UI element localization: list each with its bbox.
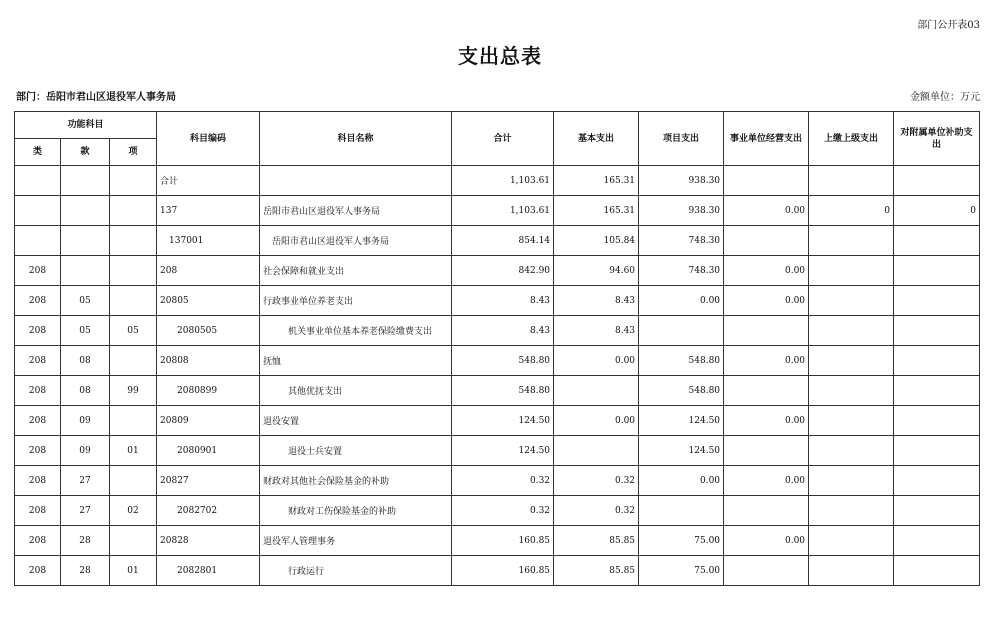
- cell-subsidy: [894, 556, 980, 586]
- cell-project: 748.30: [639, 226, 724, 256]
- cell-project: 548.80: [639, 376, 724, 406]
- cell-business: [724, 436, 809, 466]
- table-row: [15, 286, 980, 316]
- cell-xiang: [110, 346, 157, 376]
- cell-project: [639, 316, 724, 346]
- cell-code: 2080901: [157, 436, 260, 466]
- cell-name: 退役军人管理事务: [260, 526, 452, 556]
- header-total: 合计: [452, 112, 554, 166]
- table-row: [15, 346, 980, 376]
- table-row: [15, 196, 980, 226]
- cell-subsidy: [894, 466, 980, 496]
- cell-business: 0.00: [724, 286, 809, 316]
- cell-xiang: [110, 406, 157, 436]
- cell-total: 8.43: [452, 316, 554, 346]
- cell-subsidy: [894, 526, 980, 556]
- cell-xiang: 01: [110, 556, 157, 586]
- cell-code: 20828: [157, 526, 260, 556]
- cell-total: 0.32: [452, 466, 554, 496]
- cell-subsidy: [894, 496, 980, 526]
- cell-kuan: 05: [61, 286, 110, 316]
- cell-xiang: [110, 226, 157, 256]
- table-row: [15, 166, 980, 196]
- cell-upper: 0: [809, 196, 894, 226]
- cell-lei: 208: [15, 376, 61, 406]
- cell-basic: 0.00: [554, 346, 639, 376]
- cell-upper: [809, 376, 894, 406]
- cell-business: 0.00: [724, 526, 809, 556]
- cell-kuan: [61, 256, 110, 286]
- cell-name: 其他优抚支出: [260, 376, 452, 406]
- form-number: 部门公开表03: [917, 20, 980, 31]
- cell-lei: 208: [15, 556, 61, 586]
- cell-name: 岳阳市君山区退役军人事务局: [260, 196, 452, 226]
- header-xiang: 项: [110, 139, 157, 166]
- table-row: [15, 316, 980, 346]
- cell-lei: 208: [15, 256, 61, 286]
- cell-name: 财政对工伤保险基金的补助: [260, 496, 452, 526]
- cell-code: 137: [157, 196, 260, 226]
- cell-project: [639, 496, 724, 526]
- cell-lei: 208: [15, 406, 61, 436]
- cell-lei: 208: [15, 496, 61, 526]
- cell-subsidy: [894, 406, 980, 436]
- header-basic: 基本支出: [554, 112, 639, 166]
- table-row: [15, 436, 980, 466]
- cell-xiang: [110, 466, 157, 496]
- cell-basic: 105.84: [554, 226, 639, 256]
- cell-subsidy: 0: [894, 196, 980, 226]
- cell-subsidy: [894, 316, 980, 346]
- cell-code: 20827: [157, 466, 260, 496]
- cell-upper: [809, 226, 894, 256]
- cell-xiang: [110, 196, 157, 226]
- cell-total: 160.85: [452, 556, 554, 586]
- cell-project: 548.80: [639, 346, 724, 376]
- cell-upper: [809, 256, 894, 286]
- cell-basic: 0.32: [554, 496, 639, 526]
- cell-upper: [809, 346, 894, 376]
- cell-xiang: [110, 526, 157, 556]
- cell-business: 0.00: [724, 346, 809, 376]
- cell-basic: 165.31: [554, 166, 639, 196]
- table-row: [15, 226, 980, 256]
- cell-name: 退役安置: [260, 406, 452, 436]
- header-name: 科目名称: [260, 112, 452, 166]
- header-business: 事业单位经营支出: [724, 112, 809, 166]
- page-title: 支出总表: [458, 44, 542, 68]
- cell-total: 548.80: [452, 376, 554, 406]
- cell-basic: 85.85: [554, 556, 639, 586]
- cell-upper: [809, 166, 894, 196]
- cell-basic: 8.43: [554, 316, 639, 346]
- cell-upper: [809, 526, 894, 556]
- cell-xiang: 05: [110, 316, 157, 346]
- cell-name: [260, 166, 452, 196]
- cell-total: 160.85: [452, 526, 554, 556]
- cell-lei: [15, 166, 61, 196]
- cell-name: 行政事业单位养老支出: [260, 286, 452, 316]
- cell-kuan: 09: [61, 406, 110, 436]
- cell-name: 财政对其他社会保险基金的补助: [260, 466, 452, 496]
- cell-lei: 208: [15, 526, 61, 556]
- cell-upper: [809, 436, 894, 466]
- table-row: [15, 466, 980, 496]
- cell-basic: 165.31: [554, 196, 639, 226]
- cell-lei: 208: [15, 346, 61, 376]
- cell-code: 2082801: [157, 556, 260, 586]
- cell-total: 0.32: [452, 496, 554, 526]
- cell-name: 机关事业单位基本养老保险缴费支出: [260, 316, 452, 346]
- cell-name: 退役士兵安置: [260, 436, 452, 466]
- cell-project: 124.50: [639, 406, 724, 436]
- cell-kuan: [61, 226, 110, 256]
- cell-business: 0.00: [724, 256, 809, 286]
- cell-business: [724, 316, 809, 346]
- cell-business: 0.00: [724, 466, 809, 496]
- header-func-subject: 功能科目: [15, 112, 157, 139]
- cell-total: 854.14: [452, 226, 554, 256]
- table-row: [15, 496, 980, 526]
- table-row: [15, 406, 980, 436]
- cell-kuan: 28: [61, 556, 110, 586]
- cell-kuan: 08: [61, 346, 110, 376]
- cell-basic: 0.32: [554, 466, 639, 496]
- amount-unit-label: 金额单位：万元: [910, 92, 980, 103]
- cell-name: 社会保障和就业支出: [260, 256, 452, 286]
- cell-total: 548.80: [452, 346, 554, 376]
- cell-xiang: [110, 166, 157, 196]
- cell-subsidy: [894, 376, 980, 406]
- header-lei: 类: [15, 139, 61, 166]
- cell-project: 75.00: [639, 526, 724, 556]
- cell-subsidy: [894, 346, 980, 376]
- cell-kuan: 09: [61, 436, 110, 466]
- cell-code: 208: [157, 256, 260, 286]
- header-upper: 上缴上级支出: [809, 112, 894, 166]
- cell-subsidy: [894, 226, 980, 256]
- header-code: 科目编码: [157, 112, 260, 166]
- cell-code: 137001: [157, 226, 260, 256]
- cell-lei: 208: [15, 466, 61, 496]
- table-row: [15, 526, 980, 556]
- cell-code: 20809: [157, 406, 260, 436]
- cell-business: [724, 556, 809, 586]
- expenditure-summary-table: [14, 111, 980, 586]
- cell-business: [724, 226, 809, 256]
- cell-business: 0.00: [724, 406, 809, 436]
- cell-kuan: 05: [61, 316, 110, 346]
- cell-project: 124.50: [639, 436, 724, 466]
- cell-business: [724, 496, 809, 526]
- cell-xiang: 02: [110, 496, 157, 526]
- cell-lei: 208: [15, 286, 61, 316]
- cell-upper: [809, 496, 894, 526]
- cell-basic: 85.85: [554, 526, 639, 556]
- cell-upper: [809, 466, 894, 496]
- cell-xiang: 99: [110, 376, 157, 406]
- cell-kuan: [61, 196, 110, 226]
- cell-kuan: 27: [61, 496, 110, 526]
- cell-code: 20808: [157, 346, 260, 376]
- cell-kuan: 28: [61, 526, 110, 556]
- cell-total: 8.43: [452, 286, 554, 316]
- cell-basic: 94.60: [554, 256, 639, 286]
- cell-xiang: [110, 256, 157, 286]
- cell-basic: 0.00: [554, 406, 639, 436]
- cell-upper: [809, 286, 894, 316]
- cell-subsidy: [894, 286, 980, 316]
- cell-project: 75.00: [639, 556, 724, 586]
- table-row: [15, 376, 980, 406]
- cell-lei: 208: [15, 436, 61, 466]
- cell-project: 938.30: [639, 196, 724, 226]
- header-project: 项目支出: [639, 112, 724, 166]
- cell-total: 1,103.61: [452, 196, 554, 226]
- cell-code: 20805: [157, 286, 260, 316]
- cell-subsidy: [894, 436, 980, 466]
- cell-upper: [809, 406, 894, 436]
- cell-kuan: 27: [61, 466, 110, 496]
- cell-subsidy: [894, 166, 980, 196]
- cell-business: 0.00: [724, 196, 809, 226]
- cell-total: 124.50: [452, 436, 554, 466]
- cell-code: 2080505: [157, 316, 260, 346]
- cell-basic: [554, 376, 639, 406]
- cell-name: 行政运行: [260, 556, 452, 586]
- cell-code: 2080899: [157, 376, 260, 406]
- cell-kuan: [61, 166, 110, 196]
- department-label: 部门：岳阳市君山区退役军人事务局: [16, 92, 176, 103]
- cell-business: [724, 166, 809, 196]
- cell-business: [724, 376, 809, 406]
- cell-name: 岳阳市君山区退役军人事务局: [260, 226, 452, 256]
- cell-basic: [554, 436, 639, 466]
- header-kuan: 款: [61, 139, 110, 166]
- cell-upper: [809, 316, 894, 346]
- cell-name: 抚恤: [260, 346, 452, 376]
- cell-kuan: 08: [61, 376, 110, 406]
- table-row: [15, 556, 980, 586]
- cell-total: 842.90: [452, 256, 554, 286]
- cell-lei: [15, 196, 61, 226]
- cell-project: 748.30: [639, 256, 724, 286]
- header-subsidy: 对附属单位补助支出: [894, 112, 980, 166]
- cell-lei: 208: [15, 316, 61, 346]
- cell-code: 2082702: [157, 496, 260, 526]
- cell-lei: [15, 226, 61, 256]
- cell-project: 0.00: [639, 286, 724, 316]
- cell-project: 0.00: [639, 466, 724, 496]
- cell-project: 938.30: [639, 166, 724, 196]
- cell-total: 1,103.61: [452, 166, 554, 196]
- cell-upper: [809, 556, 894, 586]
- cell-xiang: [110, 286, 157, 316]
- cell-total: 124.50: [452, 406, 554, 436]
- cell-xiang: 01: [110, 436, 157, 466]
- cell-subsidy: [894, 256, 980, 286]
- cell-code: 合计: [157, 166, 260, 196]
- cell-basic: 8.43: [554, 286, 639, 316]
- table-row: [15, 256, 980, 286]
